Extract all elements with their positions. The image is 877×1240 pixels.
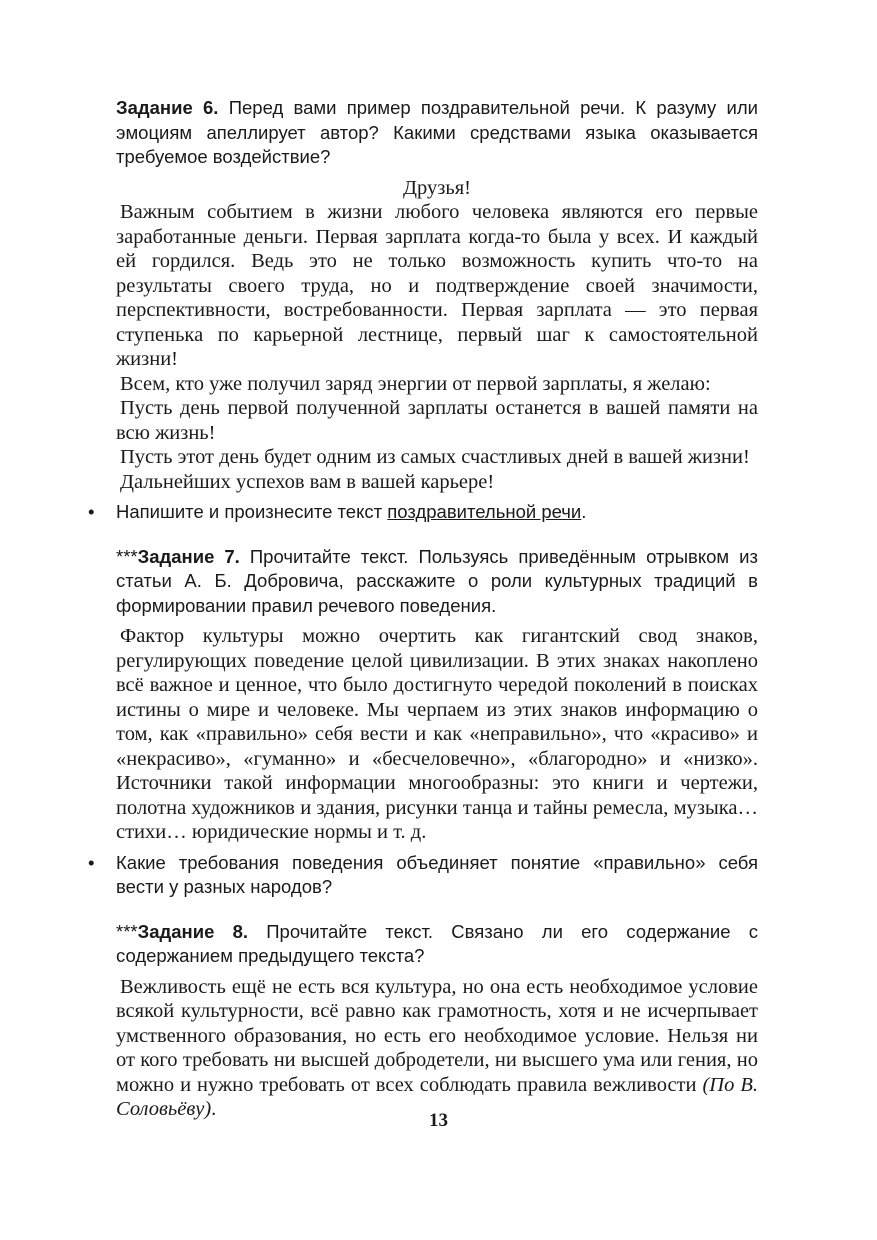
task-8-stars: *** <box>116 920 138 942</box>
task-8 <box>116 920 758 969</box>
bullet-1-text: Напишите и произнесите текст <box>116 501 388 522</box>
task-7 <box>116 545 758 619</box>
speech-paragraph-1: Важным событием в жизни любого человека являются его первые заработанные деньги. Первая зарплата когда-то была у всех. И каждый ей гордился. Ведь это не только возможность купить что-то на результаты своего труда, но и подтверждение своей значимости, перспективности, востребованности. Первая зарплата — это первая ступенька по карьерной лестнице, первый шаг к самостоятельной жизни! <box>116 201 758 370</box>
bullet-marker: • <box>88 851 95 873</box>
text-7-paragraph: Фактор культуры можно очертить как гигантский свод знаков, регулирующих поведение целой цивилизации. В этих знаках накоплено всё важное и ценное, что было достигнуто чередой поколений в поисках истины о мире и человеке. Мы черпаем из этих знаков информацию о том, как «правильно» себя вести и как «неправильно», что «красиво» и «некрасиво», «гуманно» и «бесчеловечно», «благородно» и «низко». Источники такой информации многообразны: это книги и чертежи, полотна художников и здания, рисунки танца и тайны ремесла, музыка… стихи… юридические нормы и т. д. <box>116 625 758 843</box>
bullet-question <box>88 851 758 900</box>
bullet-marker: • <box>88 501 95 522</box>
page-content <box>88 96 758 1122</box>
speech-paragraph-4: Пусть этот день будет одним из самых счастливых дней в вашей жизни! <box>120 446 750 468</box>
speech-link[interactable]: поздравительной речи <box>387 501 582 522</box>
bullet-1-end: . <box>581 501 587 522</box>
bullet-write-speech <box>88 500 758 525</box>
bullet-2-text: Какие требования поведения объединяет понятие «правильно» себя вести у разных народов? <box>116 851 758 897</box>
task-6 <box>116 96 758 170</box>
text-8-body: Вежливость ещё не есть вся культура, но она есть необходимое условие всякой культурности, всё равно как грамотность, хотя и не исчерпывает умственного образования, но есть его необходимое условие. Нельзя ни от кого требовать ни высшей добродетели, ни высшего ума или гения, но можно и нужно требовать от всех соблюдать правила вежливости <box>116 975 758 1096</box>
text-8-paragraph <box>116 975 758 1122</box>
page-number: 13 <box>429 1110 448 1131</box>
task-8-text: Прочитайте текст. Связано ли его содержание с содержанием предыдущего текста? <box>116 920 758 966</box>
task-7-label: Задание 7. <box>137 545 240 567</box>
speech-paragraph-3: Пусть день первой полученной зарплаты останется в вашей памяти на всю жизнь! <box>116 397 758 444</box>
speech-greeting: Друзья! <box>403 176 471 199</box>
task-6-text: Перед вами пример поздравительной речи. К разуму или эмоциям апеллирует автор? Какими средствами языка оказывается требуемое воздействие? <box>116 97 758 167</box>
task-6-label: Задание 6. <box>116 97 219 118</box>
task-7-text: Прочитайте текст. Пользуясь приведённым отрывком из статьи А. Б. Добровича, расскажите о роли культурных традиций в формировании правил речевого поведения. <box>116 545 758 616</box>
text-8-source: (По В. Соловьёву) <box>116 1073 758 1120</box>
task-7-stars: *** <box>116 545 138 567</box>
speech-paragraph-2: Всем, кто уже получил заряд энергии от первой зарплаты, я желаю: <box>120 372 711 395</box>
task-8-label: Задание 8. <box>137 920 249 942</box>
text-8-end: . <box>211 1098 217 1120</box>
speech-paragraph-5: Дальнейших успехов вам в вашей карьере! <box>120 470 495 493</box>
